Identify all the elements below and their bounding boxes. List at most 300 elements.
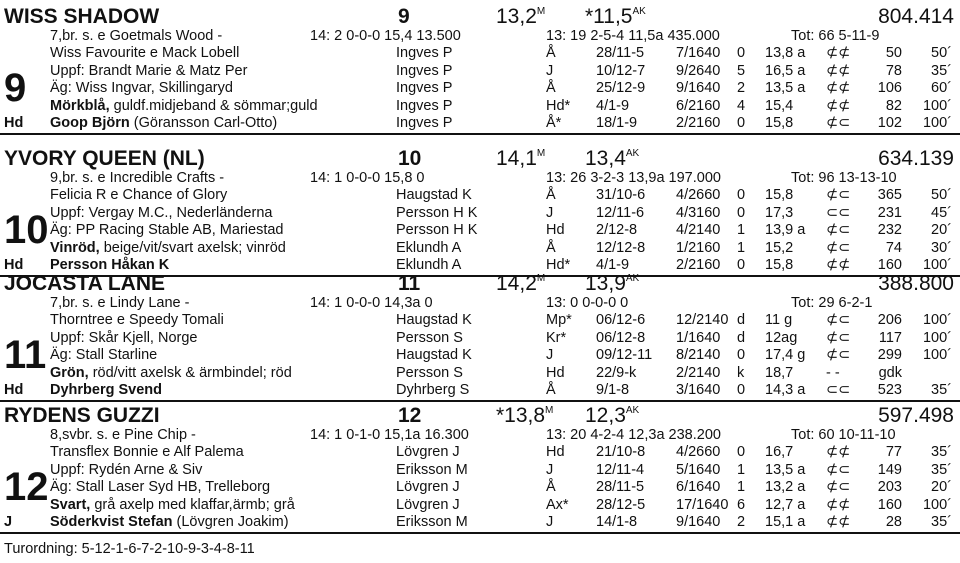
record-value: *11,5 xyxy=(585,5,633,28)
cell-f: 6 xyxy=(737,496,746,513)
cell-c: Å xyxy=(546,381,556,398)
info-main: Äg: PP Racing Stable AB, Mariestad xyxy=(50,222,284,239)
cell-g: 13,9 a xyxy=(765,222,806,239)
row-info xyxy=(50,497,295,514)
cell-d: 4/1-9 xyxy=(596,256,630,273)
cell-h: ⊄⊂ xyxy=(826,239,851,256)
cell-f: 0 xyxy=(737,347,746,364)
record-suffix: M xyxy=(536,273,546,284)
race-row xyxy=(0,312,960,329)
race-row xyxy=(0,462,960,479)
info-rest: grå axelp med klaffar,ärmb; grå xyxy=(90,496,295,513)
record-suffix: AK xyxy=(625,405,640,416)
cell-d: 18/1-9 xyxy=(596,114,638,131)
race-row xyxy=(0,514,960,531)
stats-row xyxy=(0,427,960,444)
cell-e: 1/2160 xyxy=(676,239,721,256)
divider xyxy=(0,400,960,402)
cell-d: 22/9-k xyxy=(596,364,637,381)
cell-f: 2 xyxy=(737,513,746,530)
cell-i: 299 xyxy=(877,347,902,364)
stats-cell: Tot: 29 6-2-1 xyxy=(791,295,873,311)
cell-b: Haugstad K xyxy=(396,187,472,204)
cell-i: 231 xyxy=(877,204,902,221)
cell-j: 100´ xyxy=(922,329,952,346)
race-row xyxy=(0,80,960,97)
cell-f: 4 xyxy=(737,97,746,114)
cell-e: 3/1640 xyxy=(676,381,721,398)
record-time-m xyxy=(496,148,545,170)
race-row xyxy=(0,115,960,132)
cell-e: 17/1640 xyxy=(676,496,729,513)
cell-d: 06/12-8 xyxy=(596,329,646,346)
cell-i: 160 xyxy=(877,496,902,513)
cell-d: 12/11-6 xyxy=(596,204,645,221)
cell-i: 523 xyxy=(877,381,902,398)
cell-g: 16,7 xyxy=(765,444,794,461)
horse-header xyxy=(0,148,960,170)
info-rest: guldf.midjeband & sömmar;guld xyxy=(109,97,318,114)
horse-entry xyxy=(0,148,960,274)
record-value: 13,4 xyxy=(585,147,626,170)
cell-b: Ingves P xyxy=(396,97,453,114)
horse-header xyxy=(0,405,960,427)
cell-i: 117 xyxy=(878,329,902,346)
cell-h: - - xyxy=(826,364,840,381)
cell-g: 13,5 a xyxy=(765,80,806,97)
cell-d: 28/11-5 xyxy=(596,45,645,62)
row-info xyxy=(50,115,277,132)
stats-cell: 13: 20 4-2-4 12,3a 238.200 xyxy=(546,427,721,443)
race-row xyxy=(0,382,960,399)
cell-e: 6/1640 xyxy=(676,479,721,496)
record-time-m xyxy=(496,405,553,427)
stats-cell: 14: 1 0-0-0 15,8 0 xyxy=(310,170,425,186)
stats-row xyxy=(0,170,960,187)
stats-row xyxy=(0,295,960,312)
record-suffix: M xyxy=(536,6,546,17)
record-value: 13,2 xyxy=(496,5,537,28)
total-earnings: 634.139 xyxy=(878,147,954,170)
cell-c: Kr* xyxy=(546,329,567,346)
cell-e: 9/1640 xyxy=(676,513,721,530)
row-info xyxy=(50,382,162,399)
cell-d: 9/1-8 xyxy=(596,381,630,398)
cell-f: 0 xyxy=(737,204,746,221)
horse-name: YVORY QUEEN (NL) xyxy=(4,147,205,170)
record-value: *13,8 xyxy=(496,404,546,427)
row-info xyxy=(50,98,318,115)
record-suffix: M xyxy=(536,148,546,159)
race-row xyxy=(0,479,960,496)
cell-b: Ingves P xyxy=(396,62,453,79)
cell-e: 9/2640 xyxy=(676,62,721,79)
info-main: Thorntree e Speedy Tomali xyxy=(50,312,224,329)
record-suffix: AK xyxy=(632,6,646,17)
cell-f: 2 xyxy=(737,80,746,97)
cell-c: J xyxy=(546,461,554,478)
row-label: Hd xyxy=(4,256,24,273)
info-rest: (Göransson Carl-Otto) xyxy=(129,114,278,131)
race-row xyxy=(0,98,960,115)
stats-cell: 7,br. s. e Goetmals Wood - xyxy=(50,28,223,44)
cell-h: ⊄⊂ xyxy=(826,312,851,329)
cell-g: 12,7 a xyxy=(765,496,806,513)
cell-i: 82 xyxy=(885,97,902,114)
cell-g: 15,1 a xyxy=(765,513,806,530)
row-info xyxy=(50,462,202,479)
cell-i: 77 xyxy=(885,444,902,461)
cell-h: ⊄⊂ xyxy=(826,222,851,239)
cell-c: J xyxy=(546,347,554,364)
row-info xyxy=(50,365,292,382)
horse-name: RYDENS GUZZI xyxy=(4,404,160,427)
cell-i: 203 xyxy=(877,479,902,496)
record-value: 13,9 xyxy=(585,272,626,295)
cell-c: Å xyxy=(546,479,556,496)
horse-entry xyxy=(0,405,960,531)
stats-cell: 8,svbr. s. e Pine Chip - xyxy=(50,427,196,443)
cell-c: Hd xyxy=(546,364,565,381)
cell-f: 0 xyxy=(737,187,746,204)
cell-b: Eriksson M xyxy=(396,513,468,530)
record-suffix: M xyxy=(545,405,554,416)
cell-g: 13,2 a xyxy=(765,479,806,496)
cell-j: 45´ xyxy=(931,204,952,221)
cell-b: Persson S xyxy=(396,364,463,381)
stats-cell: Tot: 66 5-11-9 xyxy=(791,28,880,44)
cell-e: 2/2140 xyxy=(676,364,721,381)
cell-g: 18,7 xyxy=(765,364,794,381)
cell-g: 12ag xyxy=(765,329,798,346)
cell-c: J xyxy=(546,513,554,530)
cell-j: 30´ xyxy=(931,239,952,256)
cell-j: 35´ xyxy=(931,62,952,79)
cell-b: Ingves P xyxy=(396,80,453,97)
row-info xyxy=(50,312,224,329)
info-main: Uppf: Rydén Arne & Siv xyxy=(50,461,203,478)
row-info xyxy=(50,347,157,364)
cell-h: ⊄⊄ xyxy=(826,62,851,79)
cell-c: J xyxy=(546,204,554,221)
row-info xyxy=(50,80,233,97)
record-time-ak xyxy=(585,148,639,170)
cell-c: Å* xyxy=(546,114,562,131)
cell-i: 106 xyxy=(877,80,902,97)
stats-row xyxy=(0,28,960,45)
big-start-number: 12 xyxy=(4,465,49,509)
info-main: Transflex Bonnie e Alf Palema xyxy=(50,444,244,461)
race-row xyxy=(0,330,960,347)
row-info xyxy=(50,444,244,461)
cell-e: 9/1640 xyxy=(676,80,721,97)
cell-f: 1 xyxy=(737,479,746,496)
cell-f: 0 xyxy=(737,381,746,398)
cell-h: ⊄⊄ xyxy=(826,513,851,530)
horse-name: JOCASTA LANE xyxy=(4,272,166,295)
cell-g: 13,8 a xyxy=(765,45,806,62)
cell-j: 35´ xyxy=(931,444,952,461)
cell-g: 15,8 xyxy=(765,114,794,131)
cell-b: Haugstad K xyxy=(396,347,472,364)
record-time-ak xyxy=(585,273,639,295)
cell-e: 4/3160 xyxy=(676,204,721,221)
cell-e: 12/2140 xyxy=(676,312,729,329)
cell-c: Hd* xyxy=(546,256,571,273)
record-value: 14,1 xyxy=(496,147,537,170)
cell-f: 1 xyxy=(737,461,746,478)
cell-d: 28/11-5 xyxy=(596,479,645,496)
race-row xyxy=(0,347,960,364)
cell-c: Å xyxy=(546,80,556,97)
row-label: J xyxy=(4,513,13,530)
cell-g: 16,5 a xyxy=(765,62,806,79)
total-earnings: 388.800 xyxy=(878,272,954,295)
cell-i: gdk xyxy=(878,364,902,381)
cell-j: 100´ xyxy=(922,97,952,114)
stats-cell: 14: 2 0-0-0 15,4 13.500 xyxy=(310,28,461,44)
cell-j: 50´ xyxy=(931,187,952,204)
cell-d: 12/11-4 xyxy=(596,461,645,478)
cell-f: 0 xyxy=(737,256,746,273)
cell-f: d xyxy=(737,312,746,329)
cell-h: ⊂⊂ xyxy=(826,204,851,221)
cell-d: 4/1-9 xyxy=(596,97,630,114)
cell-b: Persson H K xyxy=(396,222,478,239)
cell-i: 50 xyxy=(885,45,902,62)
cell-b: Lövgren J xyxy=(396,444,460,461)
record-suffix: AK xyxy=(625,148,640,159)
stats-cell: 14: 1 0-1-0 15,1a 16.300 xyxy=(310,427,469,443)
cell-e: 8/2140 xyxy=(676,347,721,364)
cell-b: Dyhrberg S xyxy=(396,381,470,398)
cell-i: 74 xyxy=(885,239,902,256)
cell-e: 2/2160 xyxy=(676,256,721,273)
cell-f: 0 xyxy=(737,444,746,461)
total-earnings: 804.414 xyxy=(878,5,954,28)
cell-j: 100´ xyxy=(922,256,952,273)
cell-j: 35´ xyxy=(931,381,952,398)
cell-h: ⊄⊄ xyxy=(826,80,851,97)
stats-cell: 7,br. s. e Lindy Lane - xyxy=(50,295,190,311)
divider xyxy=(0,133,960,135)
info-main: Grön, xyxy=(50,364,89,381)
race-row xyxy=(0,444,960,461)
cell-i: 78 xyxy=(885,62,902,79)
cell-h: ⊄⊄ xyxy=(826,97,851,114)
cell-i: 102 xyxy=(877,114,902,131)
cell-b: Ingves P xyxy=(396,45,453,62)
cell-c: Ax* xyxy=(546,496,569,513)
cell-c: Hd xyxy=(546,222,565,239)
cell-e: 4/2660 xyxy=(676,187,721,204)
info-main: Äg: Stall Laser Syd HB, Trelleborg xyxy=(50,479,271,496)
record-value: 12,3 xyxy=(585,404,626,427)
cell-j: 35´ xyxy=(931,461,952,478)
cell-c: Mp* xyxy=(546,312,572,329)
big-start-number: 11 xyxy=(4,333,47,377)
total-earnings: 597.498 xyxy=(878,404,954,427)
info-main: Äg: Wiss Ingvar, Skillingaryd xyxy=(50,80,233,97)
cell-i: 365 xyxy=(877,187,902,204)
stats-cell: 13: 19 2-5-4 11,5a 435.000 xyxy=(546,28,720,44)
horse-header xyxy=(0,6,960,28)
cell-c: Å xyxy=(546,239,556,256)
horse-header xyxy=(0,273,960,295)
cell-b: Ingves P xyxy=(396,114,453,131)
cell-j: 100´ xyxy=(922,347,952,364)
cell-j: 100´ xyxy=(922,312,952,329)
cell-g: 15,8 xyxy=(765,256,794,273)
cell-h: ⊄⊂ xyxy=(826,329,851,346)
cell-g: 11 g xyxy=(765,312,793,329)
race-row xyxy=(0,497,960,514)
cell-e: 5/1640 xyxy=(676,461,721,478)
horse-entry xyxy=(0,6,960,132)
cell-i: 206 xyxy=(877,312,902,329)
info-main: Felicia R e Chance of Glory xyxy=(50,187,228,204)
race-row xyxy=(0,240,960,257)
row-info xyxy=(50,187,227,204)
cell-g: 15,2 xyxy=(765,239,794,256)
race-row xyxy=(0,222,960,239)
cell-h: ⊄⊂ xyxy=(826,347,851,364)
cell-h: ⊄⊄ xyxy=(826,444,851,461)
start-number: 9 xyxy=(398,5,410,28)
row-label: Hd xyxy=(4,114,24,131)
start-number: 11 xyxy=(398,272,421,295)
cell-f: 1 xyxy=(737,222,746,239)
row-info xyxy=(50,63,247,80)
stats-cell: 14: 1 0-0-0 14,3a 0 xyxy=(310,295,433,311)
stats-cell: Tot: 60 10-11-10 xyxy=(791,427,896,443)
cell-g: 15,4 xyxy=(765,97,794,114)
cell-f: 0 xyxy=(737,114,746,131)
start-order: Turordning: 5-12-1-6-7-2-10-9-3-4-8-11 xyxy=(4,541,255,557)
cell-g: 14,3 a xyxy=(765,381,806,398)
record-time-m xyxy=(496,6,545,28)
record-value: 14,2 xyxy=(496,272,537,295)
row-label: Hd xyxy=(4,381,24,398)
cell-b: Persson H K xyxy=(396,204,478,221)
cell-c: Hd xyxy=(546,444,565,461)
cell-e: 6/2160 xyxy=(676,97,721,114)
cell-b: Eklundh A xyxy=(396,256,462,273)
info-rest: (Lövgren Joakim) xyxy=(172,513,289,530)
record-suffix: AK xyxy=(625,273,640,284)
cell-e: 4/2660 xyxy=(676,444,721,461)
cell-f: d xyxy=(737,329,746,346)
stats-cell: 13: 26 3-2-3 13,9a 197.000 xyxy=(546,170,721,186)
stats-cell: Tot: 96 13-13-10 xyxy=(791,170,897,186)
row-info xyxy=(50,479,270,496)
cell-e: 2/2160 xyxy=(676,114,721,131)
cell-h: ⊄⊄ xyxy=(826,496,851,513)
row-info xyxy=(50,330,197,347)
info-main: Svart, xyxy=(50,496,91,513)
big-start-number: 9 xyxy=(4,66,27,110)
cell-d: 06/12-6 xyxy=(596,312,646,329)
start-number: 10 xyxy=(398,147,422,170)
cell-d: 21/10-8 xyxy=(596,444,646,461)
race-row xyxy=(0,45,960,62)
cell-j: 50´ xyxy=(931,45,952,62)
horse-entry xyxy=(0,273,960,399)
cell-j: 20´ xyxy=(931,479,952,496)
big-start-number: 10 xyxy=(4,208,49,252)
row-info xyxy=(50,205,272,222)
cell-i: 160 xyxy=(877,256,902,273)
info-main: Uppf: Skår Kjell, Norge xyxy=(50,329,198,346)
info-main: Uppf: Brandt Marie & Matz Per xyxy=(50,62,248,79)
cell-d: 12/12-8 xyxy=(596,239,646,256)
divider xyxy=(0,532,960,534)
cell-h: ⊄⊄ xyxy=(826,45,851,62)
cell-d: 31/10-6 xyxy=(596,187,646,204)
row-info xyxy=(50,240,286,257)
cell-j: 100´ xyxy=(922,496,952,513)
info-main: Wiss Favourite e Mack Lobell xyxy=(50,45,240,62)
cell-e: 7/1640 xyxy=(676,45,721,62)
cell-j: 20´ xyxy=(931,222,952,239)
cell-h: ⊄⊄ xyxy=(826,256,851,273)
cell-h: ⊄⊂ xyxy=(826,114,851,131)
cell-d: 28/12-5 xyxy=(596,496,646,513)
row-info xyxy=(50,222,283,239)
race-row xyxy=(0,187,960,204)
stats-cell: 13: 0 0-0-0 0 xyxy=(546,295,629,311)
cell-g: 17,4 g xyxy=(765,347,806,364)
horse-name: WISS SHADOW xyxy=(4,5,160,28)
cell-d: 2/12-8 xyxy=(596,222,638,239)
info-main: Vinröd, xyxy=(50,239,100,256)
cell-i: 28 xyxy=(885,513,902,530)
cell-h: ⊄⊂ xyxy=(826,461,851,478)
cell-b: Lövgren J xyxy=(396,479,460,496)
info-main: Dyhrberg Svend xyxy=(50,381,162,398)
record-time-ak xyxy=(585,6,646,28)
cell-c: Å xyxy=(546,45,556,62)
cell-e: 4/2140 xyxy=(676,222,721,239)
row-info xyxy=(50,45,239,62)
info-rest: beige/vit/svart axelsk; vinröd xyxy=(99,239,286,256)
cell-h: ⊂⊂ xyxy=(826,381,851,398)
record-time-m xyxy=(496,273,545,295)
info-main: Mörkblå, xyxy=(50,97,110,114)
record-time-ak xyxy=(585,405,639,427)
cell-d: 09/12-11 xyxy=(596,347,653,364)
cell-c: Å xyxy=(546,187,556,204)
cell-b: Eklundh A xyxy=(396,239,462,256)
cell-d: 14/1-8 xyxy=(596,513,638,530)
info-main: Äg: Stall Starline xyxy=(50,347,158,364)
info-rest: röd/vitt axelsk & ärmbindel; röd xyxy=(88,364,292,381)
race-row xyxy=(0,205,960,222)
cell-g: 17,3 xyxy=(765,204,794,221)
cell-b: Haugstad K xyxy=(396,312,472,329)
cell-h: ⊄⊂ xyxy=(826,479,851,496)
cell-i: 232 xyxy=(877,222,902,239)
cell-g: 13,5 a xyxy=(765,461,806,478)
cell-e: 1/1640 xyxy=(676,329,721,346)
row-info xyxy=(50,514,289,531)
cell-b: Eriksson M xyxy=(396,461,468,478)
race-row xyxy=(0,365,960,382)
cell-d: 25/12-9 xyxy=(596,80,646,97)
stats-cell: 9,br. s. e Incredible Crafts - xyxy=(50,170,225,186)
cell-j: 60´ xyxy=(931,80,952,97)
cell-d: 10/12-7 xyxy=(596,62,646,79)
